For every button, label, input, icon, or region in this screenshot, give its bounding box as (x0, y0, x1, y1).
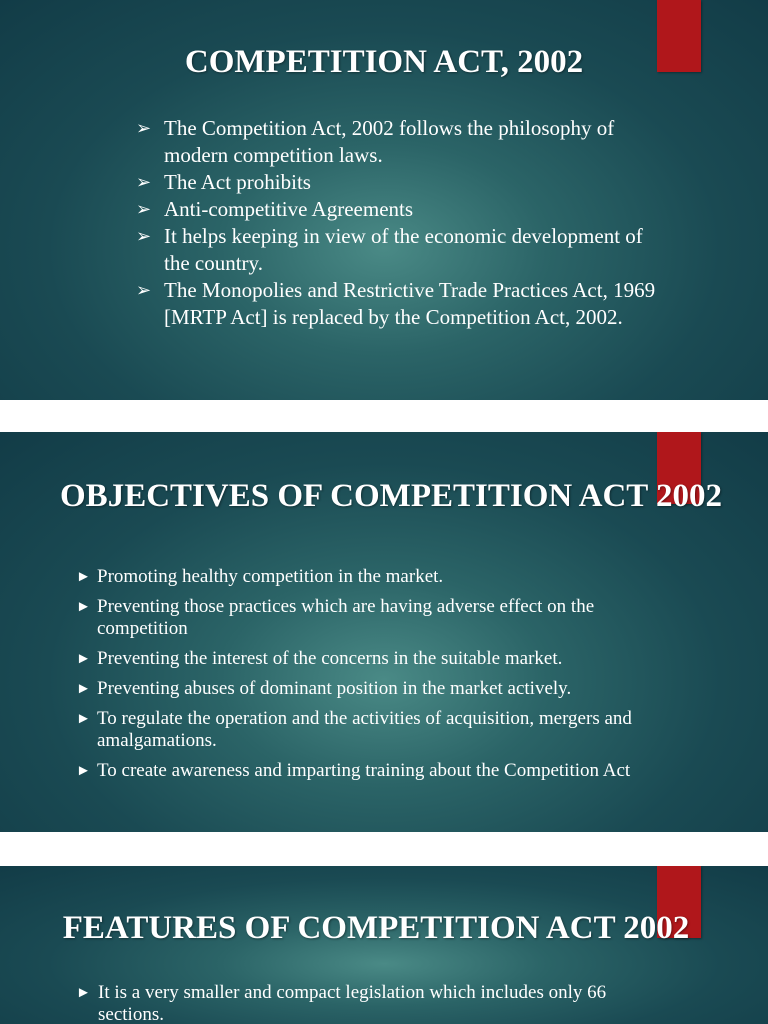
arrow-bullet-icon: ➢ (136, 118, 152, 138)
list-item: ➢ It helps keeping in view of the economic development of the country. (136, 224, 643, 275)
slide-features (0, 866, 768, 1024)
list-item: ► It is a very smaller and compact legislation which includes only 66 sections. (76, 982, 607, 1024)
triangle-bullet-icon: ► (76, 763, 91, 779)
slide-title: OBJECTIVES OF COMPETITION ACT 2002 (60, 478, 722, 514)
list-item: ➢ Anti-competitive Agreements (136, 197, 414, 221)
triangle-bullet-icon: ► (76, 651, 91, 667)
slide-title: FEATURES OF COMPETITION ACT 2002 (62, 910, 690, 946)
list-item: ➢ The Competition Act, 2002 follows the philosophy of modern competition laws. (136, 116, 615, 167)
arrow-bullet-icon: ➢ (136, 172, 152, 192)
bullet-list (76, 982, 676, 1024)
list-item: ► To regulate the operation and the activities of acquisition, mergers and amalgamations. (76, 708, 632, 751)
list-item: ► Preventing abuses of dominant position in the market actively. (76, 678, 572, 699)
bullet-list (136, 115, 656, 331)
triangle-bullet-icon: ► (76, 599, 91, 615)
list-item: ➢ The Act prohibits (136, 170, 311, 194)
arrow-bullet-icon: ➢ (136, 199, 152, 219)
slide-objectives (0, 432, 768, 832)
slide-competition-act (0, 0, 768, 400)
triangle-bullet-icon: ► (76, 985, 91, 1001)
list-item: ► Promoting healthy competition in the market. (76, 566, 444, 587)
arrow-bullet-icon: ➢ (136, 280, 152, 300)
slide-title: COMPETITION ACT, 2002 (184, 44, 584, 80)
list-item: ► To create awareness and imparting training about the Competition Act (76, 760, 631, 781)
bullet-list (76, 566, 636, 790)
triangle-bullet-icon: ► (76, 711, 91, 727)
list-item: ► Preventing those practices which are having adverse effect on the competition (76, 596, 595, 639)
triangle-bullet-icon: ► (76, 681, 91, 697)
triangle-bullet-icon: ► (76, 569, 91, 585)
list-item: ➢ The Monopolies and Restrictive Trade Practices Act, 1969 [MRTP Act] is replaced by the Competition Act, 2002. (136, 278, 656, 329)
list-item: ► Preventing the interest of the concerns in the suitable market. (76, 648, 563, 669)
arrow-bullet-icon: ➢ (136, 226, 152, 246)
